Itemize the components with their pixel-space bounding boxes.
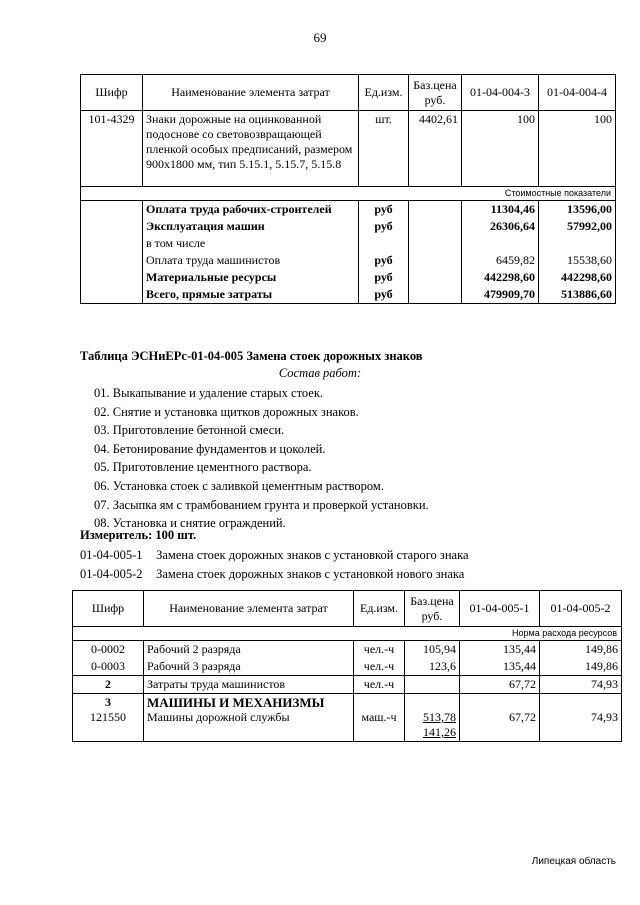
row-code: 0-0003 (73, 658, 144, 676)
cost-value-2 (539, 235, 616, 252)
cost-unit (359, 235, 409, 252)
row-price (405, 694, 460, 742)
row-value-2: 149,86 (540, 658, 622, 676)
row-value-1: 135,44 (460, 641, 540, 659)
machine-price-2: 141,26 (423, 725, 456, 739)
machine-value-2: 74,93 (591, 710, 618, 724)
list-item: 08. Установка и снятие ограждений. (94, 516, 286, 531)
row-code (73, 694, 144, 742)
row-unit: чел.-ч (354, 641, 405, 659)
header-col2: 01-04-005-2 (540, 591, 622, 627)
list-item: 03. Приготовление бетонной смеси. (94, 423, 285, 438)
row-code: 2 (73, 676, 144, 694)
machine-price: 513,78 (423, 710, 456, 724)
list-item: 02. Снятие и установка щитков дорожных знаков. (94, 404, 359, 419)
machine-code: 121550 (90, 710, 126, 724)
header-unit: Ед.изм. (354, 591, 405, 627)
cost-name: Всего, прямые затраты (143, 286, 359, 304)
row-code: 0-0002 (73, 641, 144, 659)
cost-name: Оплата труда рабочих-строителей (143, 201, 359, 219)
cost-name: Эксплуатация машин (143, 218, 359, 235)
cost-value-1: 26306,64 (462, 218, 539, 235)
variants-list (80, 546, 469, 584)
table-row (73, 676, 622, 694)
cost-value-2: 442298,60 (539, 269, 616, 286)
list-item: 01. Выкапывание и удаление старых стоек. (94, 386, 324, 400)
table-row (81, 286, 616, 304)
table-row (81, 252, 616, 269)
cost-value-2: 15538,60 (539, 252, 616, 269)
row-unit: чел.-ч (354, 658, 405, 676)
list-item: 05. Приготовление цементного раствора. (94, 460, 312, 475)
table-row (81, 218, 616, 235)
table-row (73, 658, 622, 676)
list-item: 06. Установка стоек с заливкой цементным раствором. (94, 478, 384, 493)
cost-unit: руб (359, 269, 409, 286)
cost-label-row (81, 187, 616, 201)
row-name: Затраты труда машинистов (144, 676, 354, 694)
variant-text: Замена стоек дорожных знаков с установкой нового знака (156, 567, 465, 581)
machine-value-1: 67,72 (509, 710, 536, 724)
cost-value-1: 6459,82 (462, 252, 539, 269)
resource-table-01-04-004 (80, 74, 616, 304)
cost-value-1: 442298,60 (462, 269, 539, 286)
machine-unit: маш.-ч (361, 710, 397, 724)
meter: Измеритель: 100 шт. (80, 528, 197, 542)
row-price: 105,94 (405, 641, 460, 659)
item-value-1: 100 (462, 111, 539, 187)
row-value-2: 74,93 (540, 676, 622, 694)
table-row (81, 111, 616, 187)
table-row (73, 641, 622, 659)
header-unit: Ед.изм. (359, 75, 409, 111)
variant-item (80, 565, 469, 584)
cost-name: Материальные ресурсы (143, 269, 359, 286)
footer-region: Липецкая область (531, 856, 616, 867)
works-list (94, 384, 429, 533)
header-code: Шифр (73, 591, 144, 627)
section-code: 3 (105, 695, 111, 709)
row-name: Рабочий 2 разряда (144, 641, 354, 659)
row-unit: чел.-ч (354, 676, 405, 694)
variant-code: 01-04-005-1 (80, 548, 143, 562)
cost-unit: руб (359, 252, 409, 269)
composition-title: Состав работ: (278, 366, 362, 380)
table-row (81, 269, 616, 286)
cost-value-1: 479909,70 (462, 286, 539, 304)
variant-code: 01-04-005-2 (80, 567, 143, 581)
item-price: 4402,61 (409, 111, 462, 187)
cost-value-2: 13596,00 (539, 201, 616, 219)
norm-label-row (73, 627, 622, 641)
header-name: Наименование элемента затрат (144, 591, 354, 627)
cost-name: в том числе (143, 235, 359, 252)
row-value-2 (540, 694, 622, 742)
header-col1: 01-04-005-1 (460, 591, 540, 627)
header-code: Шифр (81, 75, 143, 111)
cost-unit: руб (359, 286, 409, 304)
cost-unit: руб (359, 218, 409, 235)
row-name (144, 694, 354, 742)
cost-name: Оплата труда машинистов (143, 252, 359, 269)
variant-text: Замена стоек дорожных знаков с установкой старого знака (156, 548, 469, 562)
item-name: Знаки дорожные на оцинкованной подоснове со световозвращающей пленкой особых предписаний, размером 900х1800 мм, тип 5.15.1, 5.15.7, 5.15.8 (143, 111, 359, 187)
resource-table-01-04-005 (72, 590, 622, 742)
cost-indicators-label: Стоимостные показатели (81, 187, 616, 201)
table-header-row (81, 75, 616, 111)
machine-name: Машины дорожной службы (147, 710, 290, 724)
cost-value-1: 11304,46 (462, 201, 539, 219)
cost-unit: руб (359, 201, 409, 219)
cost-value-1 (462, 235, 539, 252)
item-value-2: 100 (539, 111, 616, 187)
list-item: 04. Бетонирование фундаментов и цоколей. (94, 441, 326, 456)
header-price: Баз.цена руб. (409, 75, 462, 111)
header-col1: 01-04-004-3 (462, 75, 539, 111)
page-number: 69 (313, 30, 327, 45)
row-value-1: 135,44 (460, 658, 540, 676)
norm-label: Норма расхода ресурсов (73, 627, 622, 641)
item-code: 101-4329 (81, 111, 143, 187)
list-item: 07. Засыпка ям с трамбованием грунта и проверкой установки. (94, 497, 429, 512)
row-name: Рабочий 3 разряда (144, 658, 354, 676)
table-row (81, 235, 616, 252)
cost-value-2: 57992,00 (539, 218, 616, 235)
row-value-2: 149,86 (540, 641, 622, 659)
header-name: Наименование элемента затрат (143, 75, 359, 111)
table-heading: Таблица ЭСНиЕРс-01-04-005 Замена стоек дорожных знаков (80, 349, 423, 363)
table-header-row (73, 591, 622, 627)
cost-value-2: 513886,60 (539, 286, 616, 304)
row-value-1: 67,72 (460, 676, 540, 694)
table-row (73, 694, 622, 742)
table-row (81, 201, 616, 219)
row-unit (354, 694, 405, 742)
header-price: Баз.цена руб. (405, 591, 460, 627)
item-unit: шт. (359, 111, 409, 187)
row-price: 123,6 (405, 658, 460, 676)
header-col2: 01-04-004-4 (539, 75, 616, 111)
variant-item (80, 546, 469, 565)
row-value-1 (460, 694, 540, 742)
section-name: МАШИНЫ И МЕХАНИЗМЫ (147, 695, 325, 710)
